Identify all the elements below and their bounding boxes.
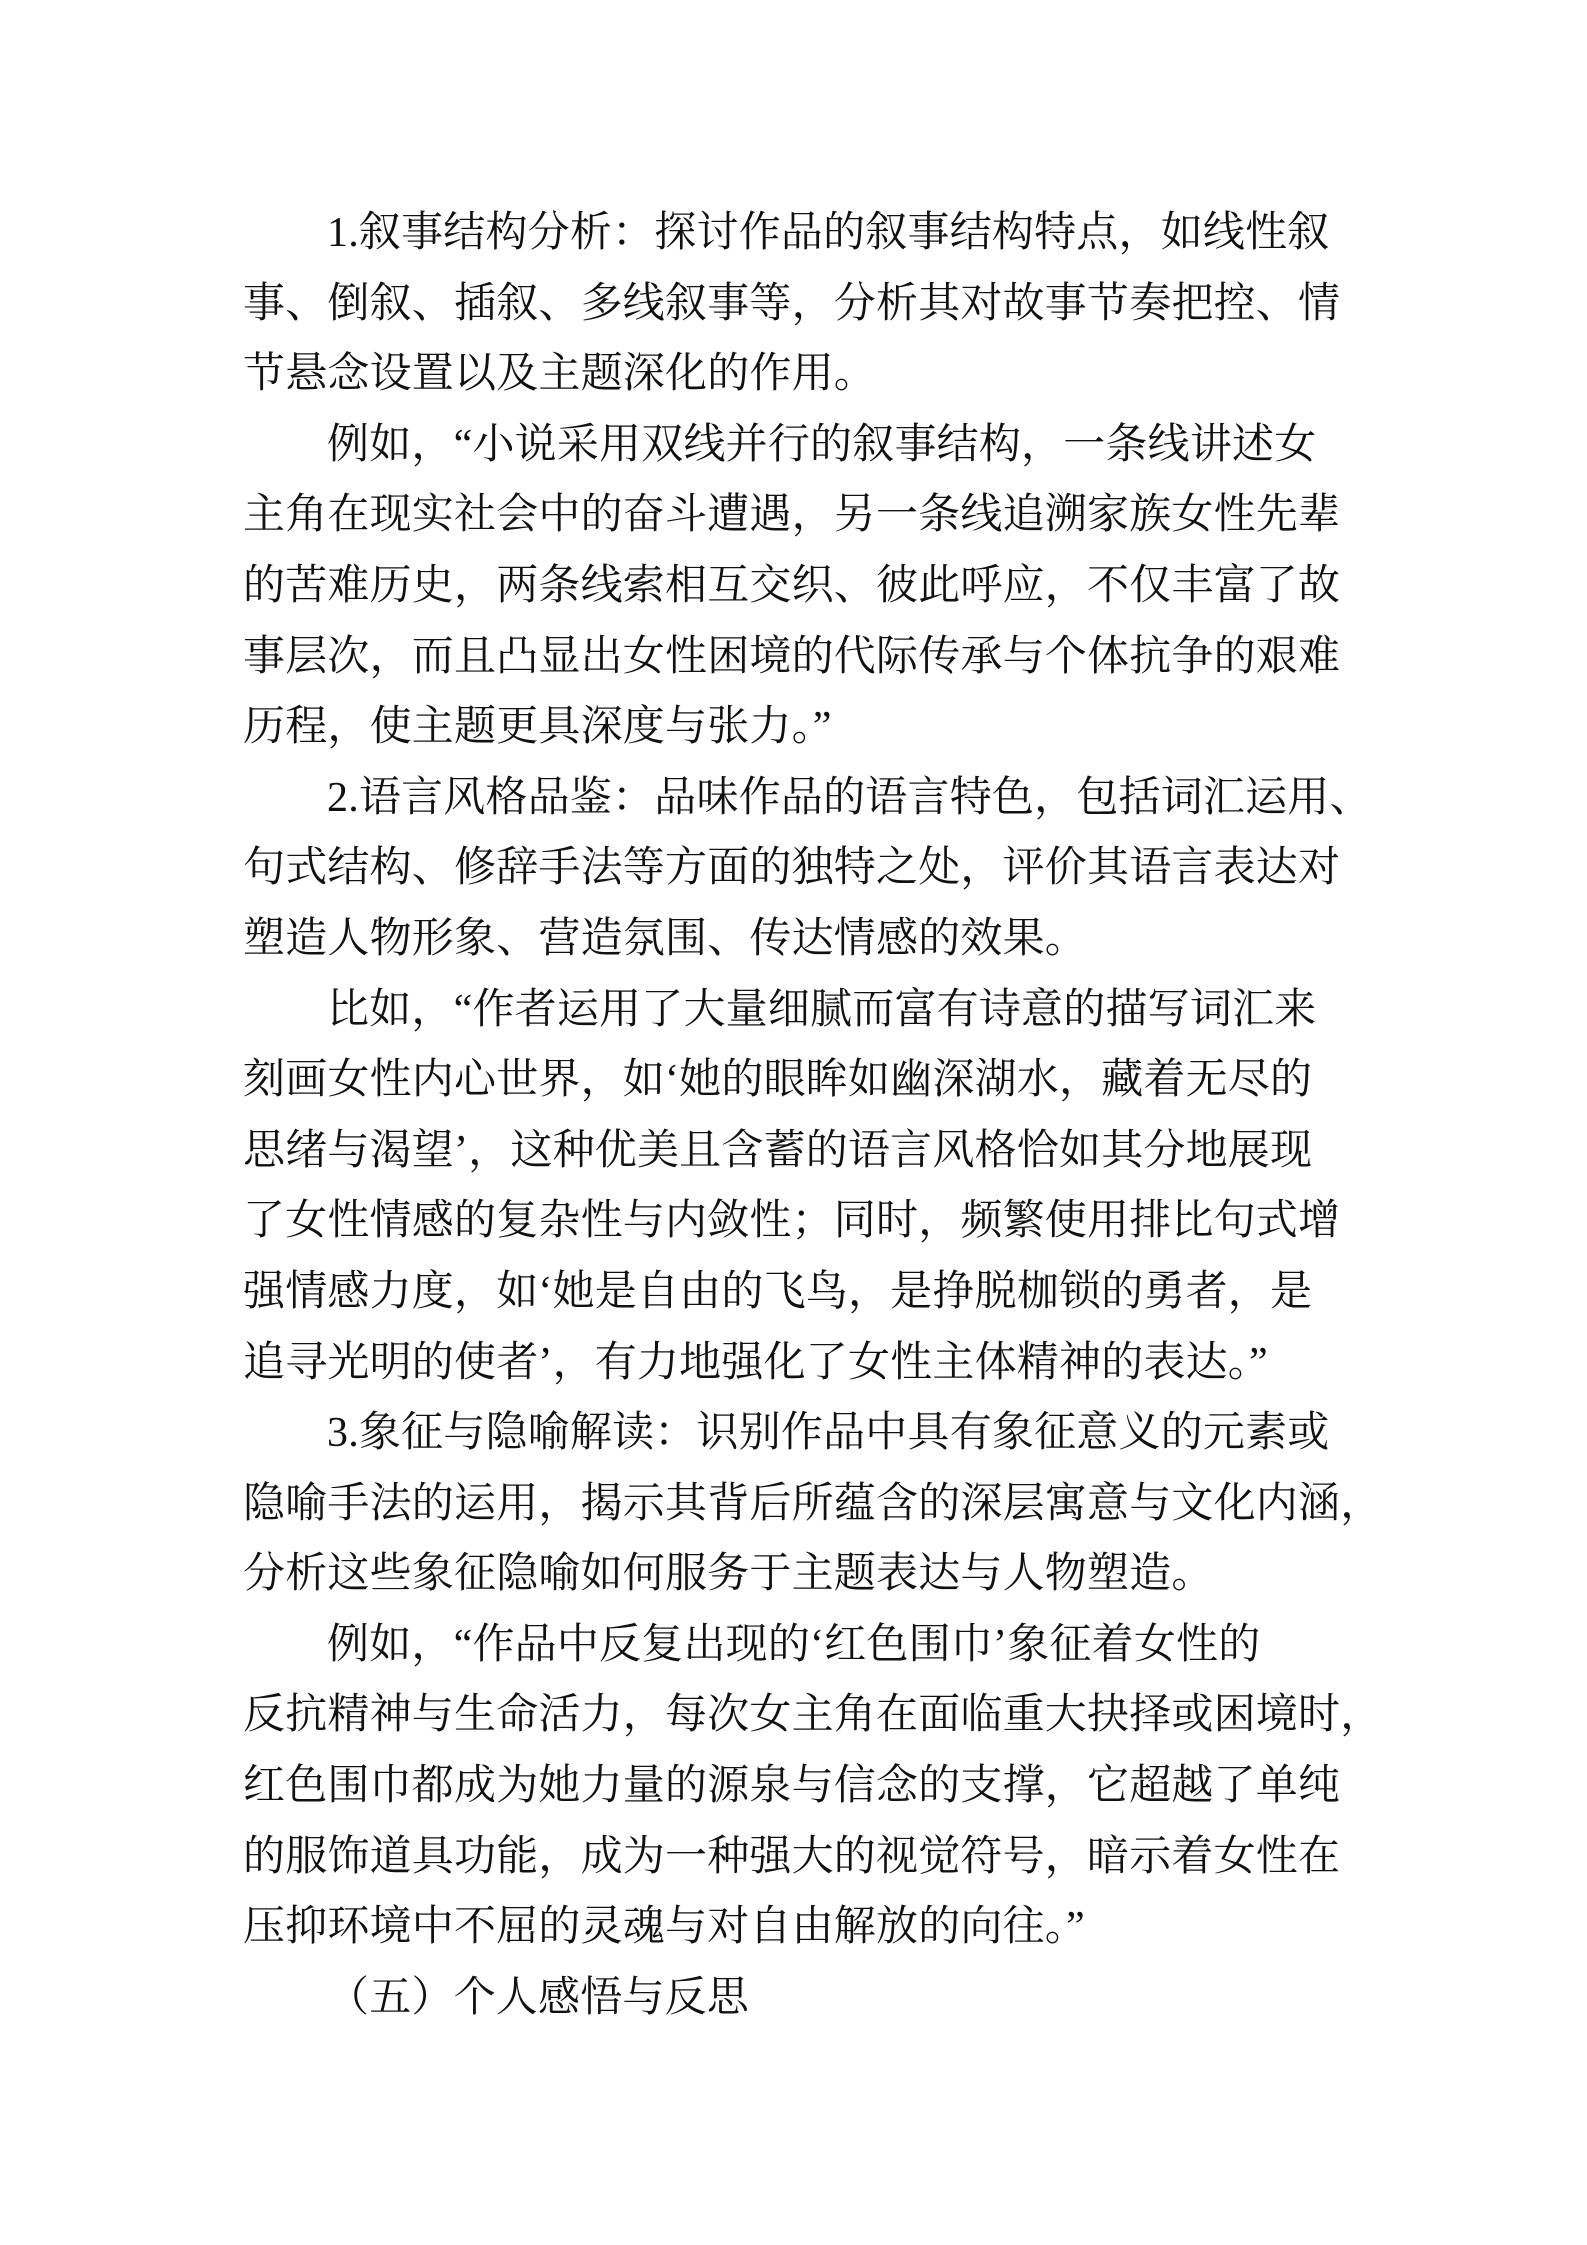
text-line: 事、倒叙、插叙、多线叙事等，分析其对故事节奏把控、情 (243, 280, 1341, 327)
text-line: 2.语言风格品鉴：品味作品的语言特色，包括词汇运用、 (327, 774, 1372, 821)
text-line: 红色围巾都成为她力量的源泉与信念的支撑，它超越了单纯 (243, 1763, 1341, 1810)
text-line: 事层次，而且凸显出女性困境的代际传承与个体抗争的艰难 (243, 633, 1341, 680)
text-line: 了女性情感的复杂性与内敛性；同时，频繁使用排比句式增 (243, 1198, 1341, 1245)
text-line: （五）个人感悟与反思 (327, 1974, 750, 2021)
text-line: 句式结构、修辞手法等方面的独特之处，评价其语言表达对 (243, 845, 1341, 892)
text-line: 的服饰道具功能，成为一种强大的视觉符号，暗示着女性在 (243, 1833, 1341, 1880)
text-line: 例如，“作品中反复出现的‘红色围巾’象征着女性的 (327, 1621, 1261, 1668)
text-line: 主角在现实社会中的奋斗遭遇，另一条线追溯家族女性先辈 (243, 492, 1341, 539)
document-body (243, 198, 1383, 2033)
text-line: 反抗精神与生命活力，每次女主角在面临重大抉择或困境时， (243, 1692, 1383, 1739)
text-line: 强情感力度，如‘她是自由的飞鸟，是挣脱枷锁的勇者，是 (243, 1268, 1313, 1315)
text-line: 追寻光明的使者’，有力地强化了女性主体精神的表达。” (243, 1339, 1268, 1386)
text-line: 历程，使主题更具深度与张力。” (243, 704, 832, 751)
text-line: 隐喻手法的运用，揭示其背后所蕴含的深层寓意与文化内涵， (243, 1480, 1383, 1527)
text-line: 压抑环境中不屈的灵魂与对自由解放的向往。” (243, 1904, 1085, 1951)
text-line: 分析这些象征隐喻如何服务于主题表达与人物塑造。 (243, 1551, 1214, 1598)
text-line: 节悬念设置以及主题深化的作用。 (243, 351, 877, 398)
text-line: 比如，“作者运用了大量细腻而富有诗意的描写词汇来 (327, 986, 1317, 1033)
text-line: 3.象征与隐喻解读：识别作品中具有象征意义的元素或 (327, 1410, 1330, 1457)
text-line: 1.叙事结构分析：探讨作品的叙事结构特点，如线性叙 (327, 210, 1330, 256)
text-line: 例如，“小说采用双线并行的叙事结构，一条线讲述女 (327, 421, 1317, 468)
text-line: 的苦难历史，两条线索相互交织、彼此呼应，不仅丰富了故 (243, 562, 1341, 609)
text-line: 塑造人物形象、营造氛围、传达情感的效果。 (243, 915, 1088, 962)
text-line: 刻画女性内心世界，如‘她的眼眸如幽深湖水，藏着无尽的 (243, 1057, 1313, 1104)
text-line: 思绪与渴望’，这种优美且含蓄的语言风格恰如其分地展现 (243, 1127, 1313, 1174)
